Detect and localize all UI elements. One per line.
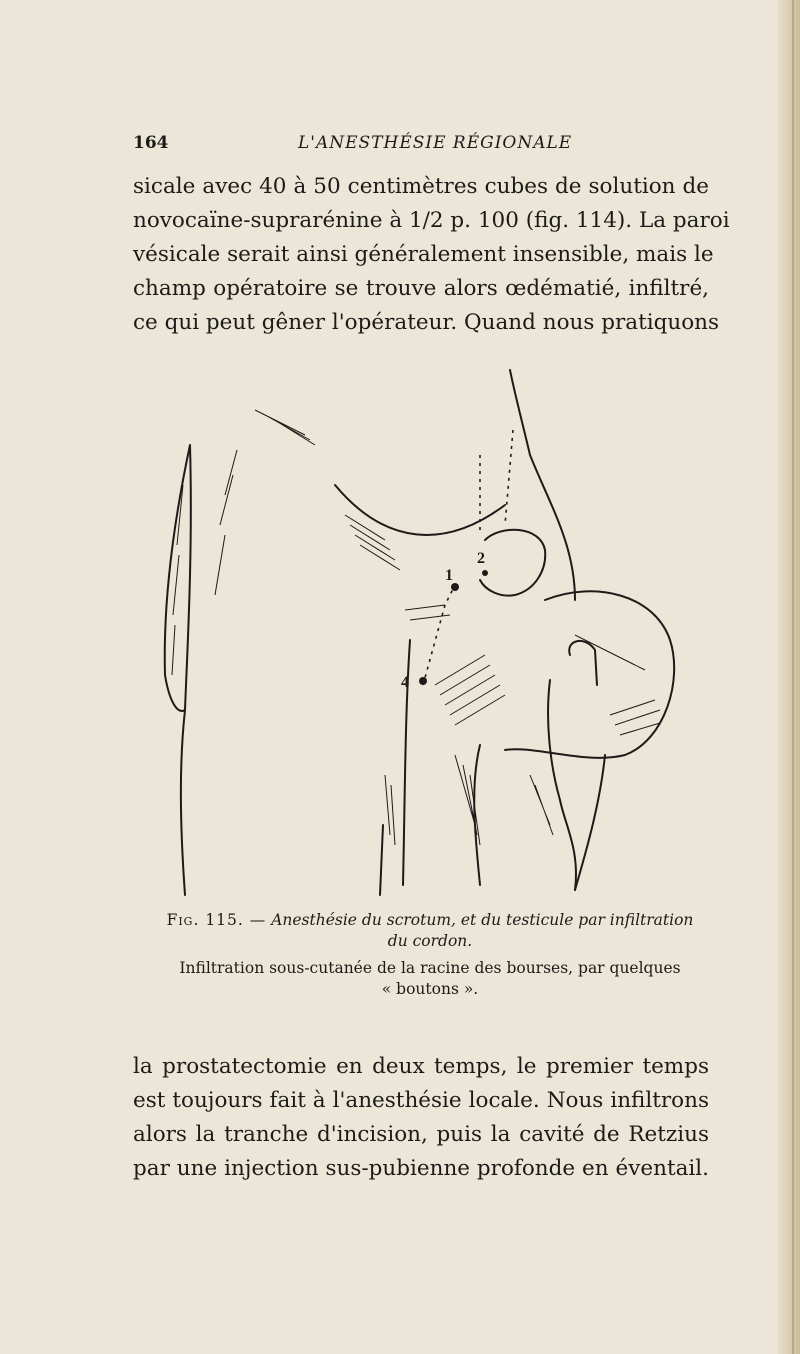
figure-title-1: Anesthésie du scrotum, et du testicule par infiltration: [271, 911, 694, 929]
text-line: novocaïne-suprarénine à 1/2 p. 100 (fig. 114). La paroi: [133, 208, 730, 233]
anatomical-drawing: [155, 355, 695, 900]
text-line: champ opératoire se trouve alors œdématié, infiltré,: [133, 276, 709, 301]
text-line: par une injection sus-pubienne profonde en éventail.: [133, 1156, 709, 1181]
legend-line-1: Infiltration sous-cutanée de la racine des bourses, par quelques: [179, 959, 681, 977]
text-line: ce qui peut gêner l'opérateur. Quand nous pratiquons: [133, 310, 720, 335]
thumb-outline: [569, 641, 597, 685]
injection-point-2: [482, 570, 488, 576]
injection-paths: [423, 430, 513, 685]
injection-point-1: [451, 583, 459, 591]
text-line: vésicale serait ainsi généralement insensible, mais le: [133, 242, 714, 267]
hand-outline: [548, 680, 576, 890]
left-leg-inner: [380, 825, 383, 895]
running-title: L'ANESTHÉSIE RÉGIONALE: [298, 133, 573, 153]
hatching: [172, 410, 660, 845]
marker-4: 4: [401, 674, 409, 691]
figure-label: Fig. 115. —: [166, 911, 267, 929]
injection-point-4: [419, 677, 427, 685]
scrotum-outline: [505, 591, 674, 758]
injection-line-1: [423, 585, 455, 685]
figure-legend: [150, 958, 710, 1000]
injection-points: [419, 570, 488, 685]
page-number: 164: [133, 133, 169, 153]
running-head: [133, 133, 713, 157]
paragraph-1: [133, 170, 730, 340]
figure-illustration: [155, 355, 695, 900]
injection-line-3: [505, 430, 513, 525]
text-line: alors la tranche d'incision, puis la cavité de Retzius: [133, 1122, 709, 1147]
hand-back-outline: [575, 755, 605, 890]
page-edge: [778, 0, 800, 1354]
perineum-line: [474, 745, 480, 885]
figure-title-2: du cordon.: [387, 932, 473, 950]
text-line: est toujours fait à l'anesthésie locale. Nous infiltrons: [133, 1088, 709, 1113]
text-line: la prostatectomie en deux temps, le premier temps: [133, 1054, 709, 1079]
left-leg-line: [181, 710, 185, 895]
page-edge-line: [792, 0, 794, 1354]
figure-caption: [150, 910, 710, 952]
penis-outline: [480, 530, 545, 596]
left-thigh-outline: [165, 445, 191, 711]
marker-1: 1: [445, 567, 453, 584]
legend-line-2: « boutons ».: [381, 980, 479, 998]
paragraph-2: [133, 1050, 709, 1186]
right-thigh-outline: [510, 370, 575, 600]
marker-2: 2: [477, 550, 485, 567]
text-line: sicale avec 40 à 50 centimètres cubes de solution de: [133, 174, 709, 199]
